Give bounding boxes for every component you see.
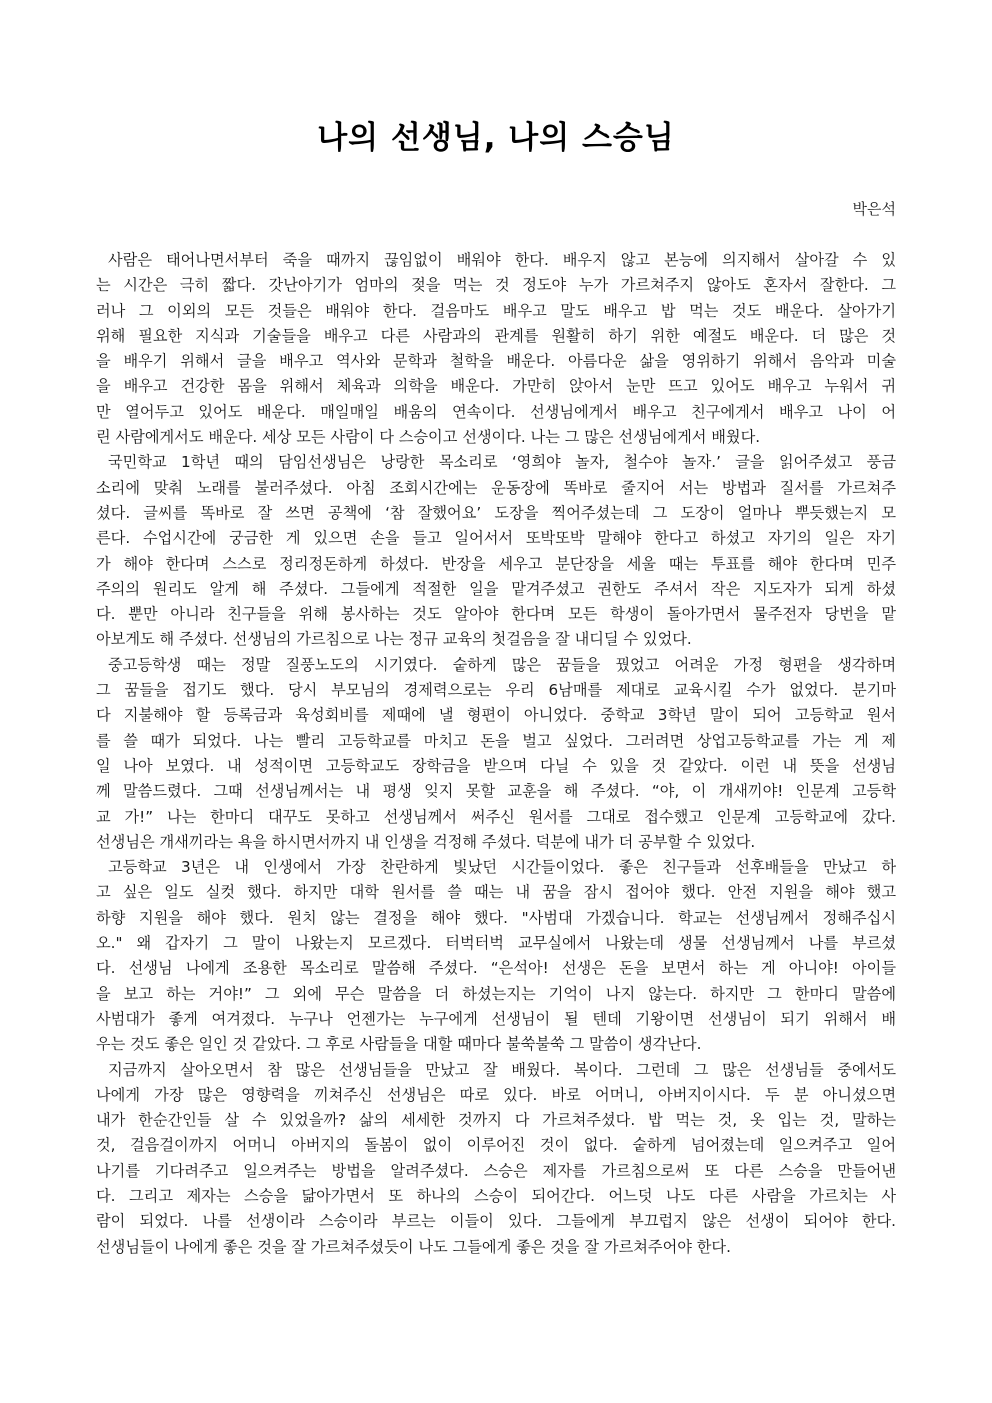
document-title: 나의 선생님, 나의 스승님 <box>317 120 675 156</box>
text-line: 다 지불해야 할 등록금과 육성회비를 제때에 낼 형편이 아니었다. 중학교 3학년 말이 되어 고등학교 원서 <box>96 706 896 725</box>
text-line: 교 가!” 나는 한마디 대꾸도 못하고 선생님께서 써주신 원서를 그대로 접수했고 인문계 고등학교에 갔다. <box>96 807 896 826</box>
text-line: 위해 필요한 지식과 기술들을 배우고 다른 사람과의 관계를 원활히 하기 위한 예절도 배운다. 더 많은 것 <box>96 326 896 345</box>
text-line: 선생님은 개새끼라는 욕을 하시면서까지 내 인생을 걱정해 주셨다. 덕분에 내가 더 공부할 수 있었다. <box>96 832 756 851</box>
text-line: 가 해야 한다며 스스로 정리정돈하게 하셨다. 반장을 세우고 분단장을 세울 때는 투표를 해야 한다며 민주 <box>96 554 896 573</box>
text-line: 일 나아 보였다. 내 성적이면 고등학교도 장학금을 받으며 다닐 수 있을 것 같았다. 이런 내 뜻을 선생님 <box>96 756 896 775</box>
text-line: 사범대가 좋게 여겨졌다. 누구나 언젠가는 누구에게 선생님이 될 텐데 기왕이면 선생님이 되기 위해서 배 <box>96 1009 896 1028</box>
text-line: 것, 걸음걸이까지 어머니 아버지의 돌봄이 없이 이루어진 것이 없다. 숱하게 넘어졌는데 일으켜주고 일어 <box>96 1136 896 1155</box>
document-body <box>96 248 896 1260</box>
paragraph-first-line: 중고등학생 때는 정말 질풍노도의 시기였다. 숱하게 많은 꿈들을 꿨었고 어려운 가정 형편을 생각하며 <box>108 655 896 674</box>
author-name: 박은석 <box>852 200 896 218</box>
text-line: 그 꿈들을 접기도 했다. 당시 부모님의 경제력으로는 우리 6남매를 제대로 교육시킬 수가 없었다. 분기마 <box>96 681 896 700</box>
text-line: 셨다. 글씨를 똑바로 잘 쓰면 공책에 ‘참 잘했어요’ 도장을 찍어주셨는데 그 도장이 얼마나 뿌듯했는지 모 <box>96 503 896 522</box>
text-line: 다. 뿐만 아니라 친구들을 위해 봉사하는 것도 알아야 한다며 모든 학생이 돌아가면서 물주전자 당번을 맡 <box>96 605 896 624</box>
text-line: 을 배우기 위해서 글을 배우고 역사와 문학과 철학을 배운다. 아름다운 삶을 영위하기 위해서 음악과 미술 <box>96 352 896 371</box>
text-line: 을 배우고 건강한 몸을 위해서 체육과 의학을 배운다. 가만히 앉아서 눈만 뜨고 있어도 배우고 누워서 귀 <box>96 377 896 396</box>
text-line: 을 보고 하는 거야!” 그 외에 무슨 말씀을 더 하셨는지는 기억이 나지 않는다. 하지만 그 한마디 말씀에 <box>96 984 896 1003</box>
paragraph-first-line: 국민학교 1학년 때의 담임선생님은 낭랑한 목소리로 ‘영희야 놀자, 철수야 놀자.’ 글을 읽어주셨고 풍금 <box>108 453 896 472</box>
text-line: 고 싶은 일도 실컷 했다. 하지만 대학 원서를 쓸 때는 내 꿈을 잠시 접어야 했다. 안전 지원을 해야 했고 <box>96 883 896 902</box>
text-line: 나에게 가장 많은 영향력을 끼쳐주신 선생님은 따로 있다. 바로 어머니, 아버지이시다. 두 분 아니셨으면 <box>96 1085 896 1104</box>
text-line: 를 쓸 때가 되었다. 나는 빨리 고등학교를 마치고 돈을 벌고 싶었다. 그러려면 상업고등학교를 가는 게 제 <box>96 731 896 750</box>
text-line: 린 사람에게서도 배운다. 세상 모든 사람이 다 스승이고 선생이다. 나는 그 많은 선생님에게서 배웠다. <box>96 428 761 447</box>
paragraph-first-line: 고등학교 3년은 내 인생에서 가장 찬란하게 빛났던 시간들이었다. 좋은 친구들과 선후배들을 만났고 하 <box>108 858 896 877</box>
text-line: 람이 되었다. 나를 선생이라 스승이라 부르는 이들이 있다. 그들에게 부끄럽지 않은 선생이 되어야 한다. <box>96 1212 896 1231</box>
text-line: 께 말씀드렸다. 그때 선생님께서는 내 평생 잊지 못할 교훈을 해 주셨다. “야, 이 개새끼야! 인문계 고등학 <box>96 782 896 801</box>
text-line: 소리에 맞춰 노래를 불러주셨다. 아침 조회시간에는 운동장에 똑바로 줄지어 서는 방법과 질서를 가르쳐주 <box>96 478 896 497</box>
text-line: 른다. 수업시간에 궁금한 게 있으면 손을 들고 일어서서 또박또박 말해야 한다고 하셨고 자기의 일은 자기 <box>96 529 896 548</box>
text-line: 나기를 기다려주고 일으켜주는 방법을 알려주셨다. 스승은 제자를 가르침으로써 또 다른 스승을 만들어낸 <box>96 1161 896 1180</box>
text-line: 만 열어두고 있어도 배운다. 매일매일 배움의 연속이다. 선생님에게서 배우고 친구에게서 배우고 나이 어 <box>96 402 896 421</box>
text-line: 러나 그 이외의 모든 것들은 배워야 한다. 걸음마도 배우고 말도 배우고 밥 먹는 것도 배운다. 살아가기 <box>96 301 896 320</box>
text-line: 는 시간은 극히 짧다. 갓난아기가 엄마의 젖을 먹는 것 정도야 누가 가르쳐주지 않아도 혼자서 잘한다. 그 <box>96 276 896 295</box>
text-line: 내가 한순간인들 살 수 있었을까? 삶의 세세한 것까지 다 가르쳐주셨다. 밥 먹는 것, 옷 입는 것, 말하는 <box>96 1111 896 1130</box>
text-line: 아보게도 해 주셨다. 선생님의 가르침으로 나는 정규 교육의 첫걸음을 잘 내디딜 수 있었다. <box>96 630 692 649</box>
paragraph-first-line: 지금까지 살아오면서 참 많은 선생님들을 만났고 잘 배웠다. 복이다. 그런데 그 많은 선생님들 중에서도 <box>108 1060 896 1079</box>
paragraph-first-line: 사람은 태어나면서부터 죽을 때까지 끊임없이 배워야 한다. 배우지 않고 본능에 의지해서 살아갈 수 있 <box>108 251 896 269</box>
text-line: 다. 그리고 제자는 스승을 닮아가면서 또 하나의 스승이 되어간다. 어느덧 나도 다른 사람을 가르치는 사 <box>96 1186 896 1205</box>
text-line: 우는 것도 좋은 일인 것 같았다. 그 후로 사람들을 대할 때마다 불쑥불쑥 그 말씀이 생각난다. <box>96 1035 702 1054</box>
text-line: 주의의 원리도 알게 해 주셨다. 그들에게 적절한 일을 맡겨주셨고 권한도 주셔서 작은 지도자가 되게 하셨 <box>96 579 896 598</box>
text-line: 선생님들이 나에게 좋은 것을 잘 가르쳐주셨듯이 나도 그들에게 좋은 것을 잘 가르쳐주어야 한다. <box>96 1237 731 1256</box>
text-line: 다. 선생님 나에게 조용한 목소리로 말씀해 주셨다. “은석아! 선생은 돈을 보면서 하는 게 아니야! 아이들 <box>96 959 896 978</box>
text-line: 오." 왜 갑자기 그 말이 나왔는지 모르겠다. 터벅터벅 교무실에서 나왔는데 생물 선생님께서 나를 부르셨 <box>96 934 896 953</box>
text-line: 하향 지원을 해야 했다. 원치 않는 결정을 해야 했다. "사범대 가겠습니다. 학교는 선생님께서 정해주십시 <box>96 908 896 927</box>
